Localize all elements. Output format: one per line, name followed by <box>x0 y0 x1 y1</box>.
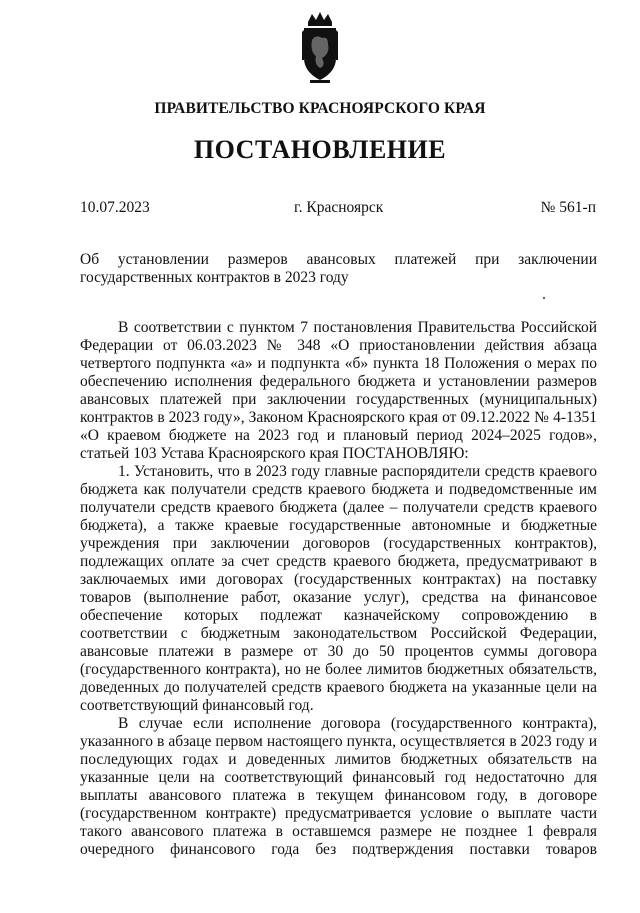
document-city: г. Красноярск <box>294 199 384 216</box>
document-number: № 561-п <box>540 199 596 216</box>
preamble-paragraph: В соответствии с пунктом 7 постановления Правительства Российской Федерации от 06.03.2023 № 348 «О приостановлении действия абзаца четвертого подпункта «а» и подпункта «б» пункта 18 Положения о мерах по обеспечению исполнения федерального бюджета и установлении размеров авансовых платежей при заключении государственных (муниципальных) контрактов в 2023 году», Законом Красноярского края от 09.12.2022 № 4-1351 «О краевом бюджете на 2023 год и плановый период 2024–2025 годов», статьей 103 Устава Красноярского края ПОСТАНОВЛЯЮ: <box>80 319 597 462</box>
government-title: ПРАВИТЕЛЬСТВО КРАСНОЯРСКОГО КРАЯ <box>154 100 486 117</box>
document-date: 10.07.2023 <box>80 199 150 216</box>
scan-dot <box>543 297 545 299</box>
item-1-paragraph: 1. Установить, что в 2023 году главные распорядители средств краевого бюджета как получатели средств краевого бюджета и подведомственные им получатели средств краевого бюджета (далее – получатели средств краевого бюджета), а также краевые государственные автономные и бюджетные учреждения при заключении договоров (государственных контрактов), подлежащих оплате за счет средств краевого бюджета, предусматривают в заключаемых ими договорах (государственных контрактах) на поставку товаров (выполнение работ, оказание услуг), средства на финансовое обеспечение которых подлежат казначейскому сопровождению в соответствии с бюджетным законодательством Российской Федерации, авансовые платежи в размере от 30 до 50 процентов суммы договора (государственного контракта), но не более лимитов бюджетных обязательств, доведенных до получателей средств краевого бюджета на указанные цели на соответствующий финансовый год. <box>80 463 597 714</box>
document-type-title: ПОСТАНОВЛЕНИЕ <box>193 135 447 164</box>
document-subject: Об установлении размеров авансовых платежей при заключении государственных контрактов в 2023 году <box>80 251 597 286</box>
document-meta-row <box>80 199 596 219</box>
item-2-paragraph: В случае если исполнение договора (государственного контракта), указанного в абзаце первом настоящего пункта, осуществляется в 2023 году и последующих годах и доведенных лимитов бюджетных обязательств на указанные цели на соответствующий финансовый год недостаточно для выплаты авансового платежа в текущем финансовом году, в договоре (государственном контракте) предусматривается условие о выплате части такого авансового платежа в оставшемся размере не позднее 1 февраля очередного финансового года без подтверждения поставки товаров <box>80 715 597 858</box>
coat-of-arms-icon <box>300 10 340 86</box>
document-body <box>80 319 597 859</box>
